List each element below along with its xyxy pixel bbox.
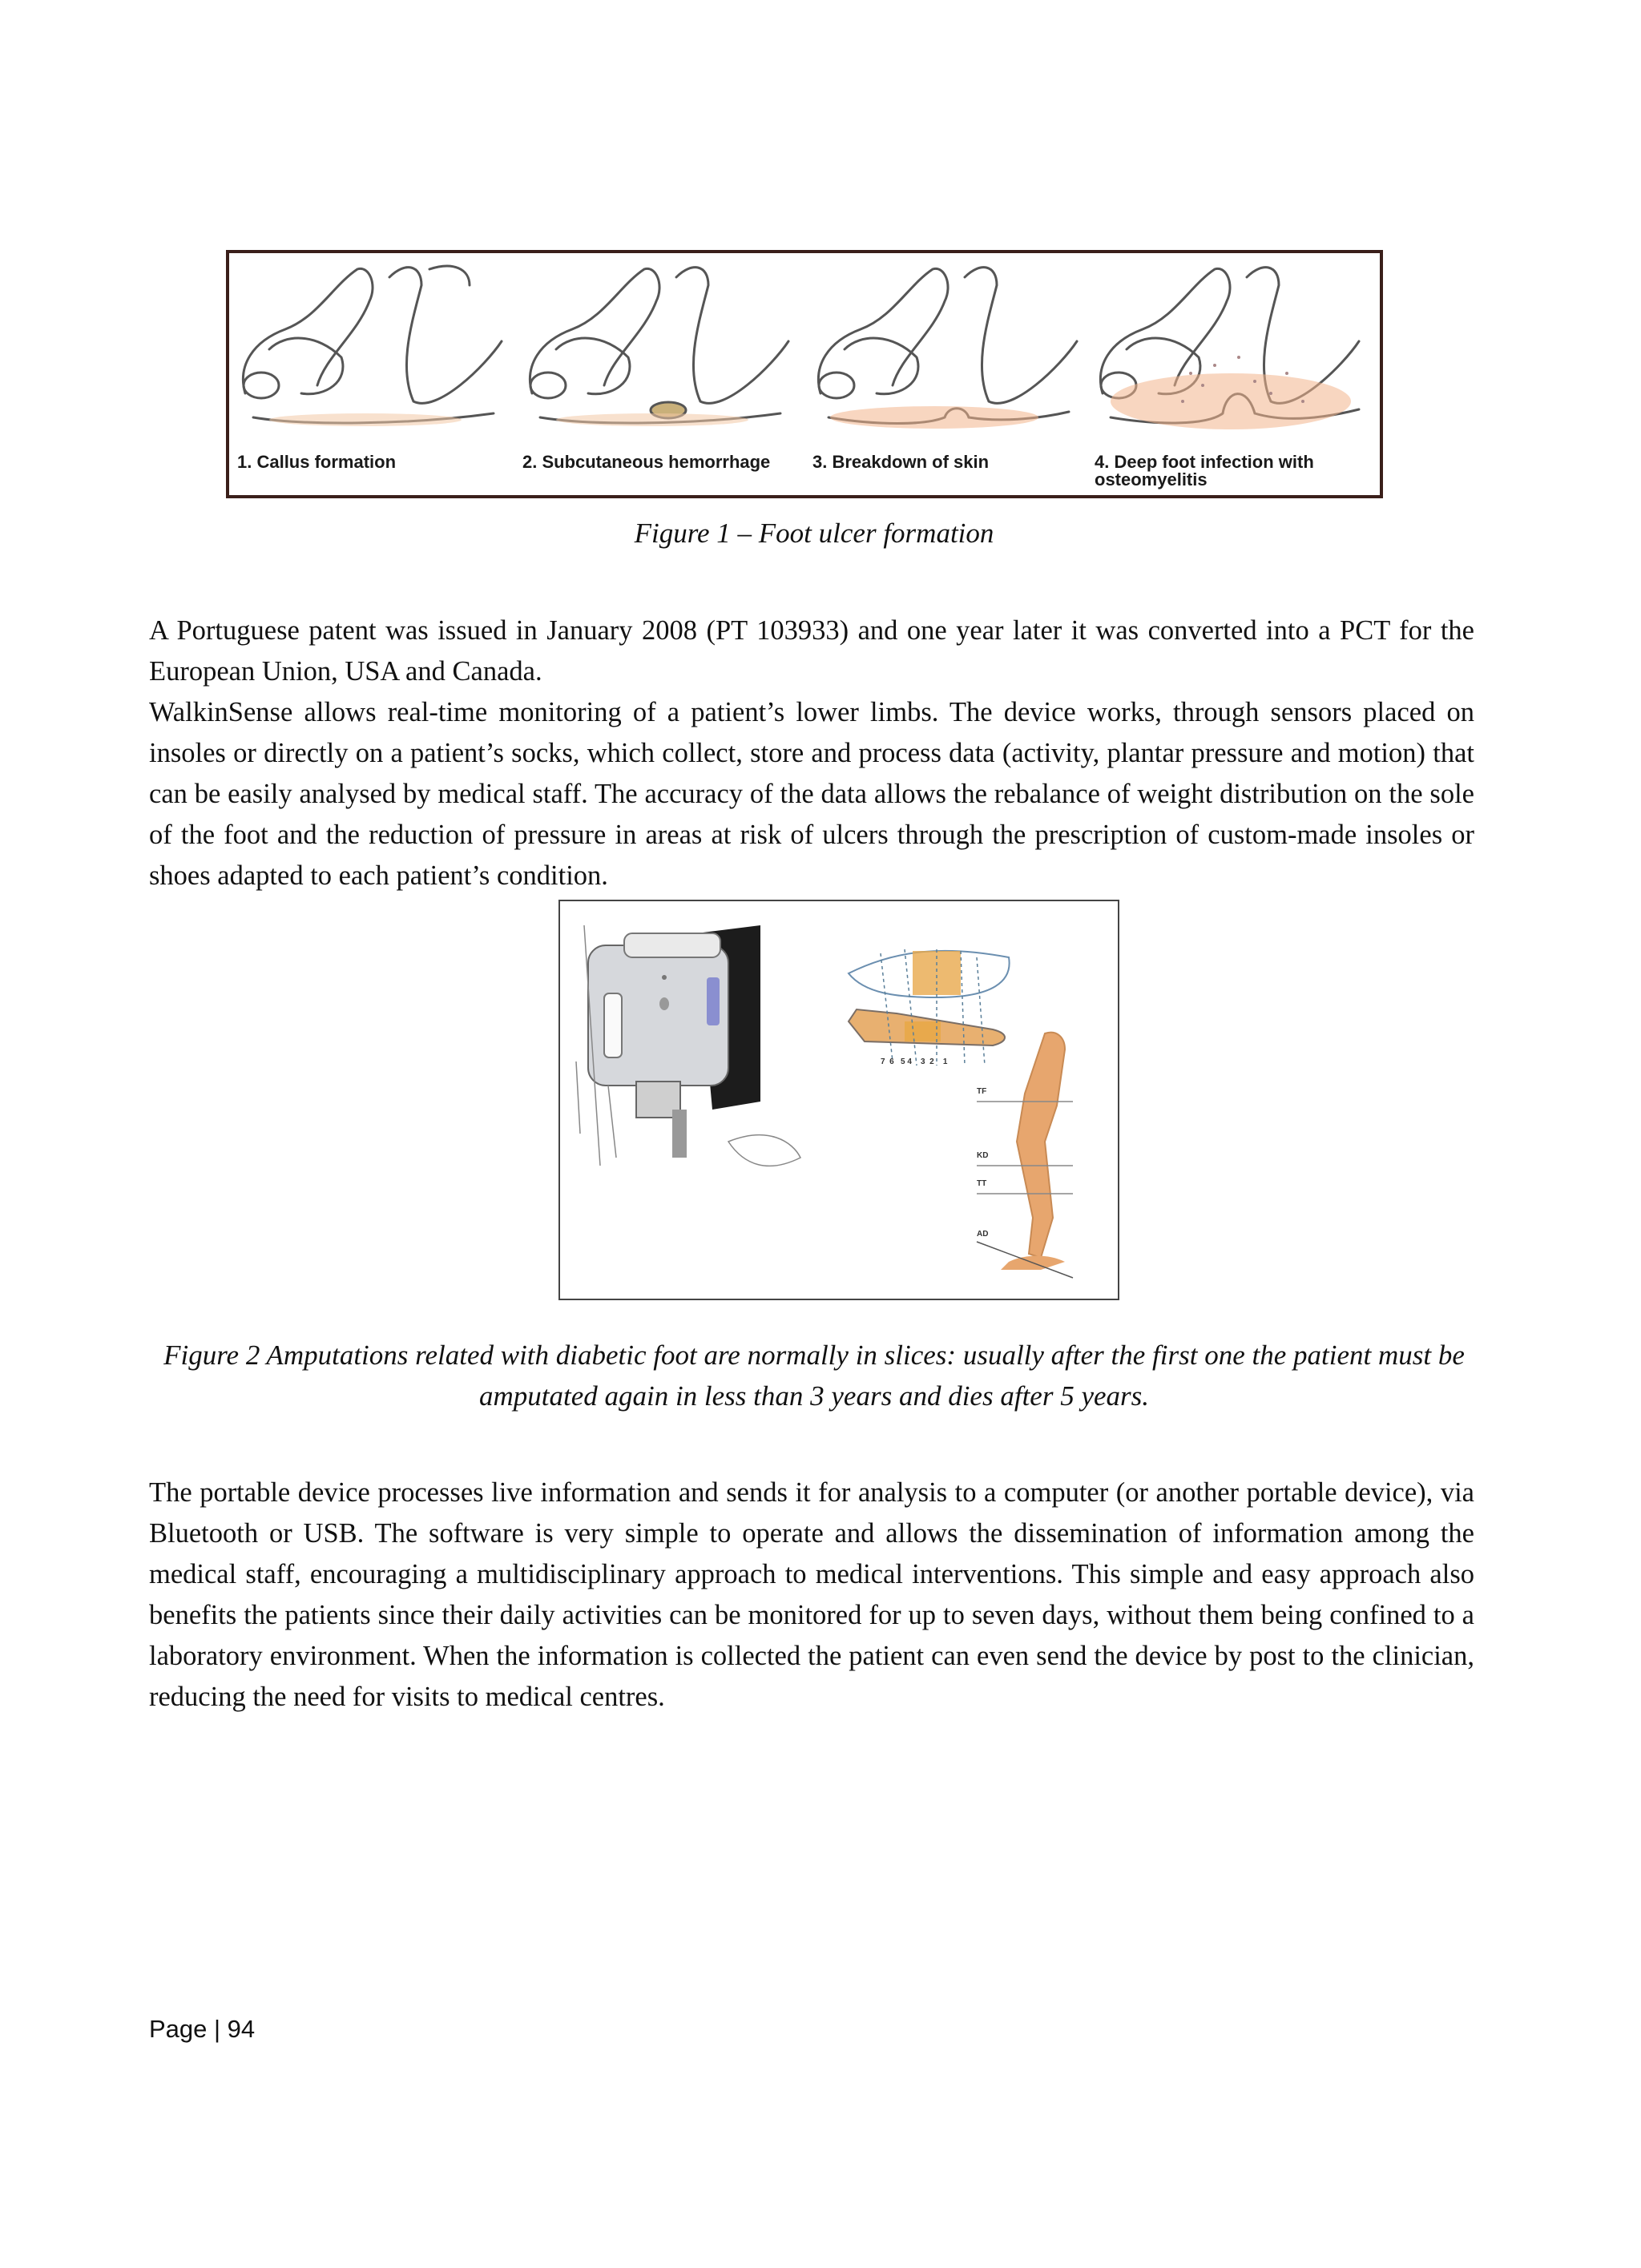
figure-2-device-and-amputation bbox=[558, 900, 1119, 1300]
stage-label-2: 2. Subcutaneous hemorrhage bbox=[522, 452, 771, 472]
stage-label-1: 1. Callus formation bbox=[237, 452, 397, 472]
page-number: Page | 94 bbox=[149, 2015, 256, 2043]
paragraph-walkinsense: WalkinSense allows real-time monitoring of a patient’s lower limbs. The device works, through sensors placed on insoles or directly on a patient’s socks, which collect, store and process data (activity, plantar pressure and motion) that can be easily analysed by medical staff. The accuracy of the data allows the rebalance of weight distribution on the sole of the foot and the reduction of pressure in areas at risk of ulcers through the prescription of custom-made insoles or shoes adapted to each patient’s condition. bbox=[149, 697, 1474, 891]
leg-drawing bbox=[977, 1033, 1073, 1278]
figure-1-foot-ulcer-stages bbox=[226, 250, 1383, 498]
device-amputation-illustration bbox=[560, 901, 1118, 1299]
figure-1-caption: Figure 1 – Foot ulcer formation bbox=[634, 518, 994, 549]
level-label-kd: KD bbox=[977, 1151, 989, 1160]
stage-label-4: 4. Deep foot infection with osteomyelitis bbox=[1095, 452, 1314, 489]
paragraph-portable-device: The portable device processes live information and sends it for analysis to a computer (or another portable device), via Bluetooth or USB. The software is very simple to operate and allows the dissemination of information among the medical staff, encouraging a multidisciplinary approach to medical interventions. This simple and easy approach also benefits the patients since their daily activities can be monitored for up to seven days, without them being confined to a laboratory environment. When the information is collected the patient can even send the device by post to the clinician, reducing the need for visits to medical centres. bbox=[149, 1477, 1474, 1712]
paragraph-patent: A Portuguese patent was issued in January 2008 (PT 103933) and one year later it was converted into a PCT for the European Union, USA and Canada. bbox=[149, 615, 1474, 687]
figure-2-caption: Figure 2 Amputations related with diabetic foot are normally in slices: usually after the first one the patient must be amputated again in less than 3 years and dies after 5 years. bbox=[163, 1339, 1465, 1412]
stage-2-drawing bbox=[530, 268, 788, 423]
foot-bones-drawing bbox=[849, 949, 1010, 1066]
level-label-tf: TF bbox=[977, 1087, 987, 1096]
level-label-tt: TT bbox=[977, 1179, 987, 1188]
foot-segment-numbers: 7 6 5 4 3 2 1 bbox=[881, 1057, 948, 1066]
stage-1-drawing bbox=[243, 266, 502, 423]
stage-3-drawing bbox=[818, 268, 1077, 424]
walkinsense-device-drawing bbox=[576, 925, 800, 1166]
stage-label-3: 3. Breakdown of skin bbox=[812, 452, 990, 472]
level-label-ad: AD bbox=[977, 1230, 989, 1239]
